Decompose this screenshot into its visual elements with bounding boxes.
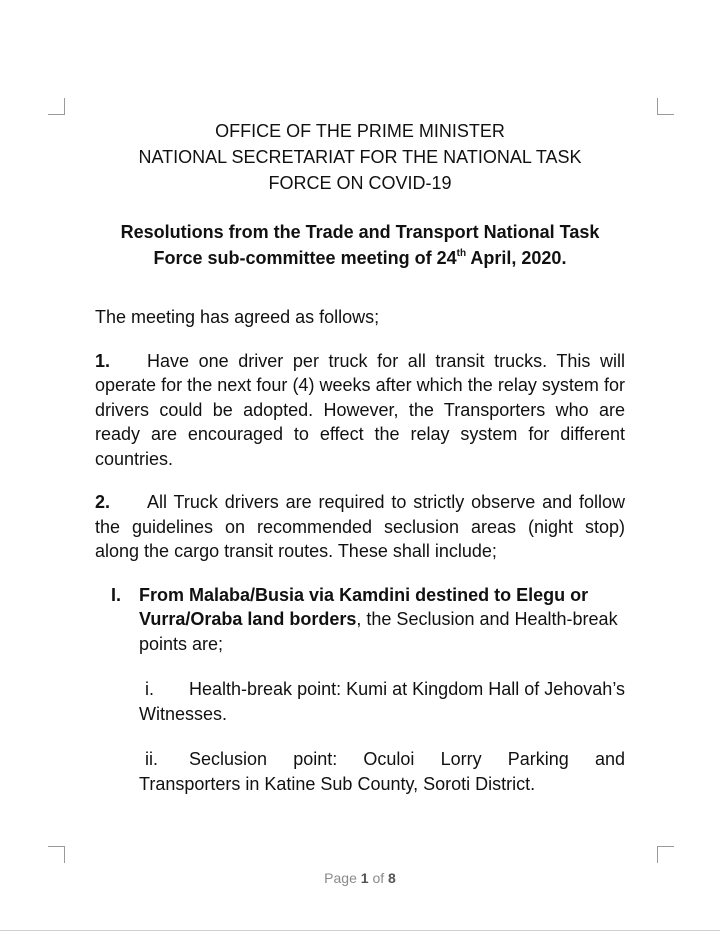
item-number: 1.	[95, 350, 111, 371]
resolutions-title-line-1: Resolutions from the Trade and Transport National Task	[120, 222, 600, 242]
stop-point-i	[139, 677, 625, 726]
item-text: Have one driver per truck for all transit trucks. This will operate for the next four (4) weeks after which the relay system for drivers could be adopted. However, the Transporters who are ready are encouraged to effect the relay system for different countries.	[95, 350, 625, 469]
stop-point-ii	[139, 747, 625, 796]
page-word: Page	[324, 870, 357, 886]
resolutions-title	[95, 219, 625, 271]
header-line-1: OFFICE OF THE PRIME MINISTER	[215, 121, 505, 141]
office-header	[95, 118, 625, 196]
document-body	[95, 118, 625, 796]
route-marker: I.	[111, 584, 122, 605]
header-line-3: FORCE ON COVID-19	[268, 173, 452, 193]
resolution-item-1	[95, 349, 625, 472]
total-pages: 8	[388, 870, 396, 886]
current-page: 1	[360, 870, 369, 886]
intro-paragraph: The meeting has agreed as follows;	[95, 307, 380, 327]
route-title: From Malaba/Busia via Kamdini destined to Elegu or Vurra/Oraba land borders	[139, 584, 589, 629]
page-bottom-edge	[0, 930, 720, 931]
of-word: of	[372, 870, 385, 886]
meeting-date-prefix: Force sub-committee meeting of 24	[153, 248, 457, 268]
route-description: , the Seclusion and Health-break points are;	[139, 609, 618, 654]
crop-mark-top-right	[657, 98, 674, 115]
header-line-2: NATIONAL SECRETARIAT FOR THE NATIONAL TASK	[138, 147, 582, 167]
crop-mark-top-left	[48, 98, 65, 115]
page-number-footer	[0, 870, 720, 886]
roman-numeral: i.	[145, 679, 154, 699]
route-item	[111, 583, 625, 657]
stop-point-text: Seclusion point: Oculoi Lorry Parking and Transporters in Katine Sub County, Soroti District.	[139, 749, 625, 794]
roman-numeral: ii.	[145, 749, 158, 769]
date-ordinal-suffix: th	[456, 248, 467, 259]
meeting-date-suffix: April, 2020.	[466, 248, 567, 268]
item-text: All Truck drivers are required to strictly observe and follow the guidelines on recommended seclusion areas (night stop) along the cargo transit routes. These shall include;	[95, 492, 625, 561]
resolution-item-2	[95, 490, 625, 564]
resolutions-title-line-2	[95, 245, 625, 271]
item-number: 2.	[95, 492, 111, 512]
stop-point-text: Health-break point: Kumi at Kingdom Hall of Jehovah’s Witnesses.	[139, 679, 625, 724]
crop-mark-bottom-left	[48, 846, 65, 863]
crop-mark-bottom-right	[657, 846, 674, 863]
